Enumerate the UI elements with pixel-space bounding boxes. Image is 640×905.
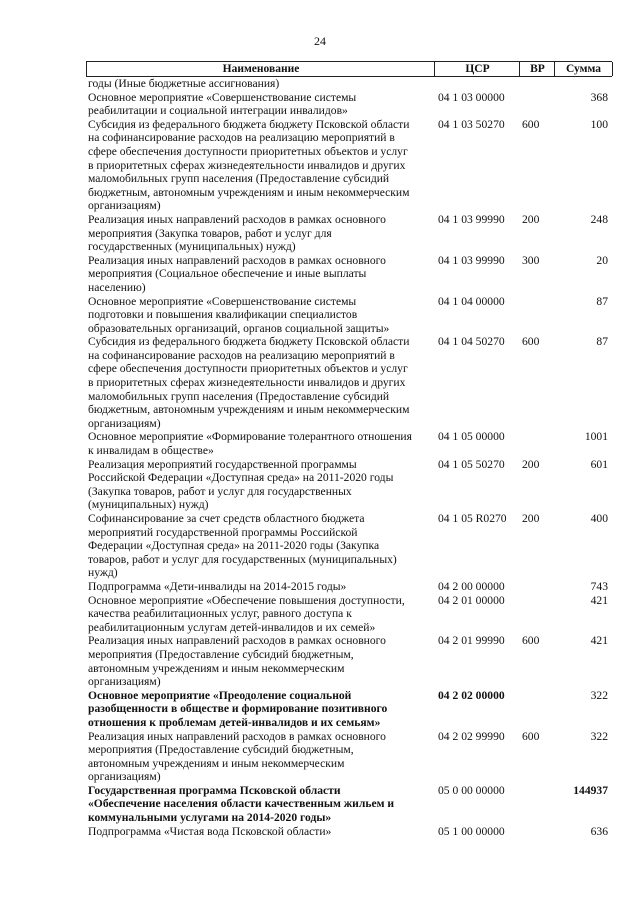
- row-csr: 04 1 04 00000: [438, 294, 505, 308]
- row-name: Реализация мероприятий государственной программы Российской Федерации «Доступная среда» на 2011-2020 годы (Закупка товаров, работ и услуг для государственных (муниципальных) нужд): [88, 457, 394, 512]
- page-number: 24: [314, 34, 326, 48]
- table-row: [86, 77, 612, 91]
- row-name: Реализация иных направлений расходов в рамках основного мероприятия (Закупка товаров, работ и услуг для государственных (муниципальных) нужд): [88, 212, 386, 254]
- row-name: Реализация иных направлений расходов в рамках основного мероприятия (Предоставление субсидий бюджетным, автономным учреждениям и иным некоммерческим организациям): [88, 729, 386, 784]
- row-csr: 04 2 02 99990: [438, 729, 505, 743]
- row-vr: 600: [522, 335, 540, 349]
- row-csr: 04 2 01 99990: [438, 634, 505, 648]
- row-sum: 400: [590, 512, 608, 525]
- row-sum: 421: [590, 634, 608, 648]
- row-name: Реализация иных направлений расходов в рамках основного мероприятия (Предоставление субсидий бюджетным, автономным учреждениям и иным некоммерческим организациям): [88, 634, 386, 689]
- table-row: [86, 295, 612, 336]
- table-row: [86, 458, 612, 512]
- row-csr: 04 1 05 R0270: [438, 512, 507, 525]
- row-sum: 144937: [573, 783, 608, 797]
- row-csr: 04 1 03 99990: [438, 253, 505, 267]
- row-sum: 368: [590, 90, 608, 104]
- row-name: Основное мероприятие «Формирование толерантного отношения к инвалидам в обществе»: [88, 430, 412, 458]
- row-name: Реализация иных направлений расходов в рамках основного мероприятия (Социальное обеспечение и иные выплаты населению): [88, 253, 386, 294]
- table-row: [86, 689, 612, 730]
- row-csr: 05 1 00 00000: [438, 824, 505, 838]
- table-row: [86, 118, 612, 213]
- row-vr: 600: [522, 634, 540, 648]
- row-name: Субсидия из федерального бюджета бюджету Псковской области на софинансирование расходов на реализацию мероприятий в сфере обеспечения доступности приоритетных объектов и услуг в приоритетных сферах жизнедеятельности инвалидов и других маломобильных групп населения (Предоставление субсидий бюджетным, автономным учреждениям и иным некоммерческим организациям): [88, 117, 410, 213]
- header-csr: ЦСР: [434, 62, 520, 76]
- row-vr: 200: [522, 212, 540, 226]
- row-vr: 200: [522, 512, 540, 525]
- row-sum: 87: [596, 335, 608, 349]
- row-vr: 600: [522, 729, 540, 743]
- row-csr: 04 1 03 50270: [438, 117, 505, 131]
- row-sum: 248: [590, 212, 608, 226]
- table-header: [86, 61, 612, 77]
- row-sum: 743: [590, 579, 608, 593]
- row-name: Основное мероприятие «Совершенствование системы реабилитации и социальной интеграции инвалидов»: [88, 90, 357, 118]
- row-vr: 300: [522, 253, 540, 267]
- table-row: [86, 594, 612, 635]
- row-sum: 636: [590, 824, 608, 838]
- table-row: [86, 335, 612, 430]
- table-row: [86, 254, 612, 295]
- row-sum: 421: [590, 593, 608, 607]
- table-row: [86, 91, 612, 118]
- row-csr: 04 2 00 00000: [438, 579, 505, 593]
- row-vr: 200: [522, 457, 540, 471]
- row-csr: 04 1 03 99990: [438, 212, 505, 226]
- row-csr: 05 0 00 00000: [438, 783, 505, 797]
- row-name: Основное мероприятие «Преодоление социальной разобщенности в обществе и формирование позитивного отношения к проблемам детей-инвалидов и их семьям»: [88, 688, 388, 729]
- row-sum: 322: [590, 729, 608, 743]
- row-name: Подпрограмма «Дети-инвалиды на 2014-2015 годы»: [88, 579, 347, 593]
- row-sum: 322: [590, 688, 608, 702]
- row-csr: 04 1 05 50270: [438, 457, 505, 471]
- header-sum: Сумма: [554, 62, 613, 76]
- row-sum: 601: [590, 457, 608, 471]
- table-row: [86, 825, 612, 839]
- row-sum: 100: [590, 117, 608, 131]
- row-name: Субсидия из федерального бюджета бюджету Псковской области на софинансирование расходов на реализацию мероприятий в сфере обеспечения доступности приоритетных объектов и услуг в приоритетных сферах жизнедеятельности инвалидов и других маломобильных групп населения (Предоставление субсидий бюджетным, автономным учреждениям и иным некоммерческим организациям): [88, 335, 410, 430]
- row-csr: 04 2 02 00000: [438, 688, 505, 702]
- row-csr: 04 1 03 00000: [438, 90, 505, 104]
- header-name: Наименование: [86, 62, 435, 76]
- row-csr: 04 1 05 00000: [438, 430, 505, 444]
- row-name: Подпрограмма «Чистая вода Псковской области»: [88, 824, 332, 838]
- table-row: [86, 580, 612, 594]
- table-row: [86, 512, 612, 580]
- table-row: [86, 213, 612, 254]
- table-row: [86, 634, 612, 688]
- budget-table: [86, 61, 612, 838]
- row-name: годы (Иные бюджетные ассигнования): [88, 77, 280, 90]
- row-sum: 20: [596, 253, 608, 267]
- row-sum: 1001: [584, 430, 608, 444]
- table-row: [86, 430, 612, 457]
- row-name: Основное мероприятие «Обеспечение повышения доступности, качества реабилитационных услуг, равного доступа к реабилитационным услугам детей-инвалидов и их семей»: [88, 593, 405, 634]
- table-row: [86, 784, 612, 825]
- row-csr: 04 2 01 00000: [438, 593, 505, 607]
- row-sum: 87: [596, 294, 608, 308]
- row-name: Государственная программа Псковской области «Обеспечение населения области качественным жильем и коммунальными услугами на 2014-2020 годы»: [88, 783, 395, 825]
- row-name: Основное мероприятие «Совершенствование системы подготовки и повышения квалификации специалистов образовательных организаций, органов социальной защиты»: [88, 294, 390, 335]
- table-row: [86, 730, 612, 784]
- header-vr: ВР: [519, 62, 555, 76]
- row-name: Софинансирование за счет средств областного бюджета мероприятий государственной программы Российской Федерации «Доступная среда» на 2011-2020 годы (Закупка товаров, работ и услуг для государственных (муниципальных) нужд): [88, 512, 397, 580]
- row-vr: 600: [522, 117, 540, 131]
- row-csr: 04 1 04 50270: [438, 335, 505, 349]
